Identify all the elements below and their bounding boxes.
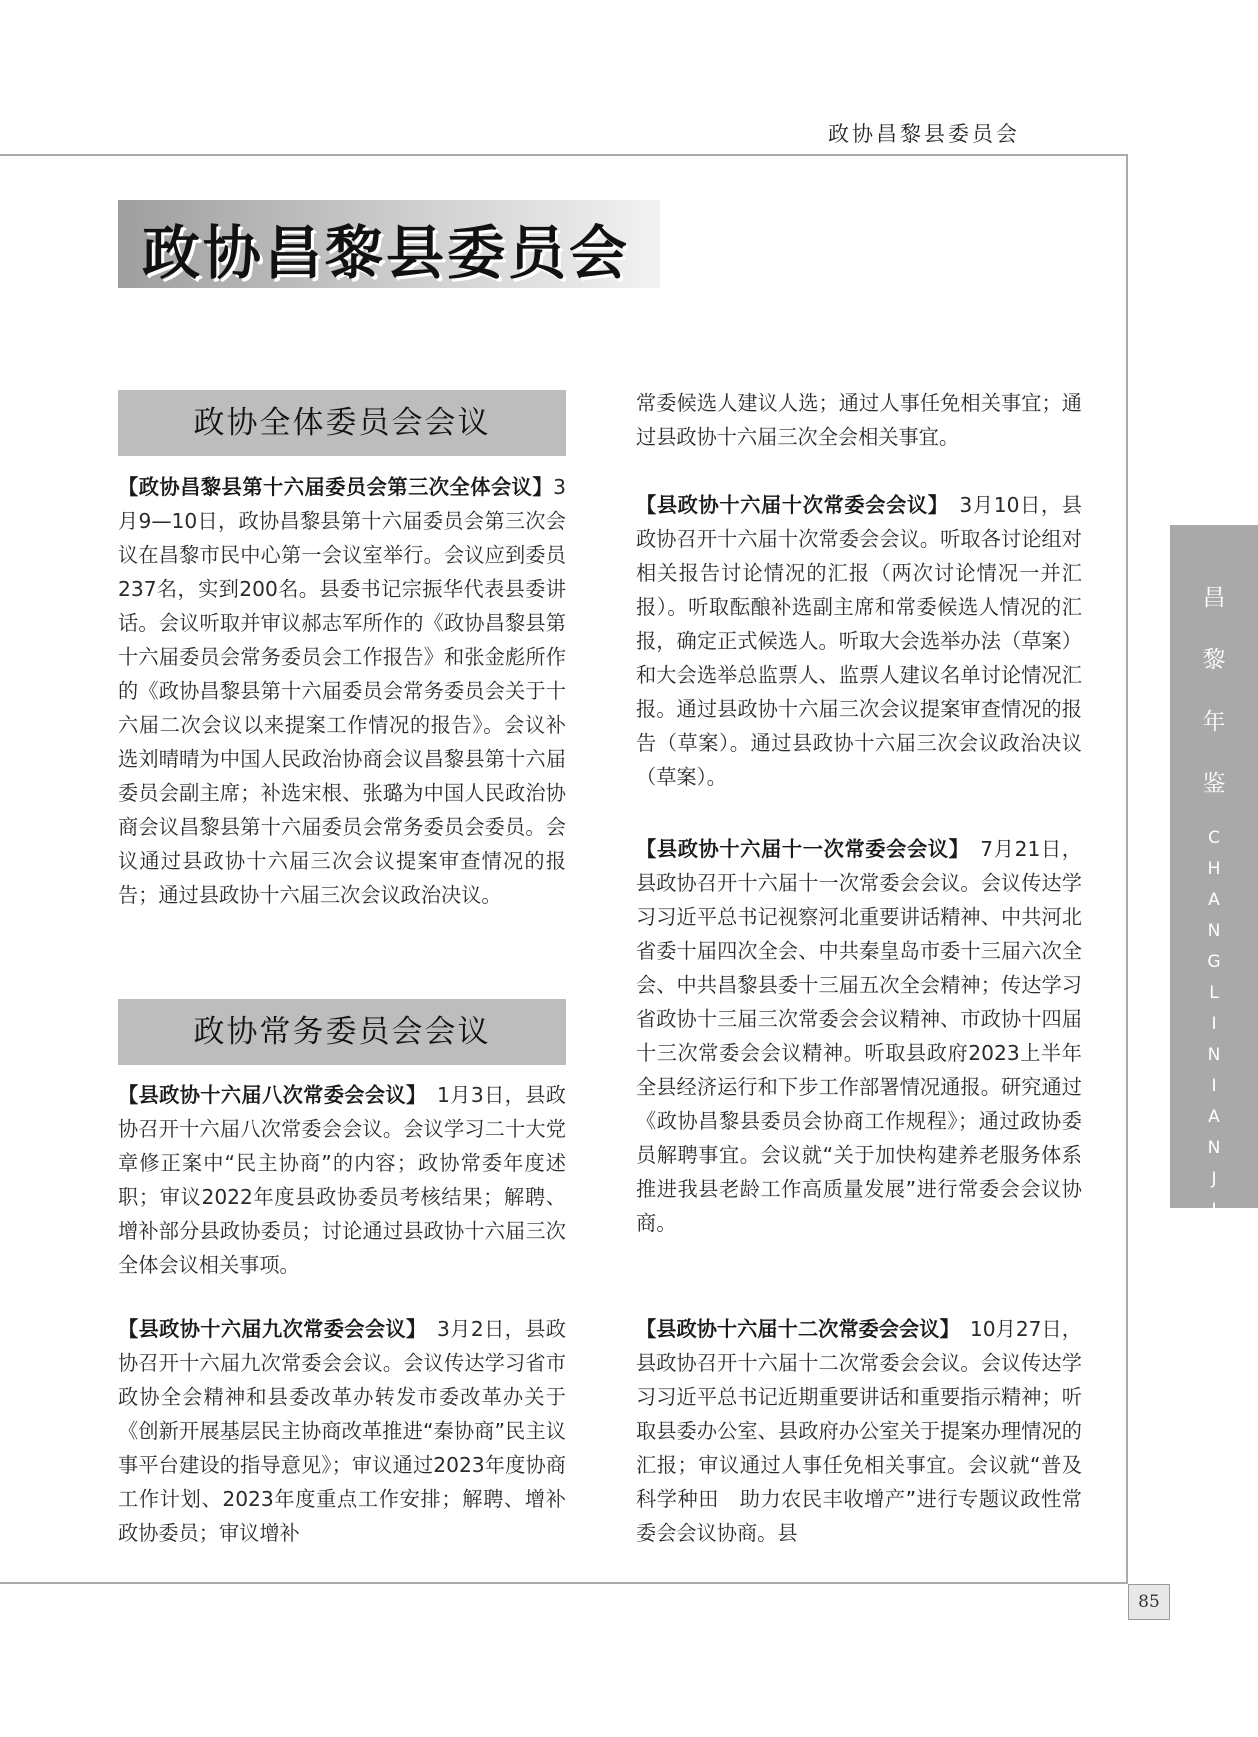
- entry-standing-9-continued: [636, 386, 1082, 454]
- entry-standing-8: [118, 1078, 566, 1282]
- entry-text: 县政协召开十六届十二次常委会会议。会议传达学习习近平总书记近期重要讲话和重要指示精神；听取县委办公室、县政府办公室关于提案办理情况的汇报；审议通过人事任免相关事宜。会议就“普及科学种田 助力农民丰收增产”进行专题议政性常委会会议协商。县: [636, 1351, 1082, 1545]
- entry-plenary-third: [118, 470, 566, 912]
- entry-title: 【县政协十六届九次常委会会议】: [118, 1317, 417, 1341]
- entry-title: 【县政协十六届十一次常委会会议】: [636, 837, 960, 861]
- side-tab-letter: H: [1207, 859, 1221, 879]
- side-tab-letter: N: [1207, 1138, 1221, 1158]
- entry-text: 县政协召开十六届九次常委会会议。会议传达学习省市政协全会精神和县委改革办转发市委改革办关于《创新开展基层民主协商改革推进“秦协商”民主议事平台建设的指导意见》；审议通过2023年度协商工作计划、2023年度重点工作安排；解聘、增补政协委员；审议增补: [118, 1317, 566, 1545]
- entry-title: 【县政协十六届十二次常委会会议】: [636, 1317, 950, 1341]
- section-heading-standing: 政协常务委员会会议: [118, 999, 566, 1065]
- side-tab-letter: J: [1211, 1169, 1217, 1189]
- entry-date: 1月3日，: [437, 1083, 526, 1107]
- side-tab-letter: A: [1208, 1231, 1220, 1251]
- header-rule: [0, 154, 1128, 156]
- right-frame-rule: [1126, 154, 1128, 1584]
- running-header: 政协昌黎县委员会: [828, 122, 1020, 146]
- side-tab-letter: I: [1211, 1200, 1217, 1220]
- side-tab-latin: [1207, 823, 1220, 1288]
- entry-date: 3月10日，: [959, 493, 1062, 517]
- side-tab-char: 黎: [1202, 647, 1226, 673]
- entry-date: 7月21日，: [980, 837, 1082, 861]
- side-tab-char: 年: [1202, 709, 1226, 735]
- entry-standing-10: [636, 488, 1082, 794]
- side-tab-char: 鉴: [1202, 771, 1226, 797]
- side-tab-letter: C: [1208, 828, 1220, 848]
- entry-date: 3月2日，: [437, 1317, 526, 1341]
- page-title: 政协昌黎县委员会: [142, 219, 631, 287]
- entry-text: 常委候选人建议人选；通过人事任免相关事宜；通过县政协十六届三次全会相关事宜。: [636, 391, 1082, 449]
- entry-standing-11: [636, 832, 1082, 1240]
- entry-text: 县政协召开十六届八次常委会会议。会议学习二十大党章修正案中“民主协商”的内容；政协常委年度述职；审议2022年度县政协委员考核结果；解聘、增补部分县政协委员；讨论通过县政协十六届三次全体会议相关事项。: [118, 1083, 566, 1277]
- entry-title: 【政协昌黎县第十六届委员会第三次全体会议】: [118, 475, 554, 499]
- footer-rule: [0, 1582, 1128, 1584]
- page-number: 85: [1128, 1584, 1170, 1620]
- side-tab-letter: G: [1207, 952, 1221, 972]
- entry-text: 3月9—10日，政协昌黎县第十六届委员会第三次会议在昌黎市民中心第一会议室举行。会议应到委员237名，实到200名。县委书记宗振华代表县委讲话。会议听取并审议郝志军所作的《政协昌黎县第十六届委员会常务委员会工作报告》和张金彪所作的《政协昌黎县第十六届委员会常务委员会关于十六届二次会议以来提案工作情况的报告》。会议补选刘晴晴为中国人民政治协商会议昌黎县第十六届委员会副主席；补选宋根、张璐为中国人民政治协商会议昌黎县第十六届委员会常务委员会委员。会议通过县政协十六届三次会议提案审查情况的报告；通过县政协十六届三次会议政治决议。: [118, 475, 566, 907]
- entry-title: 【县政协十六届八次常委会会议】: [118, 1083, 417, 1107]
- side-tab-chinese: [1203, 567, 1226, 815]
- side-tab: [1170, 525, 1258, 1282]
- side-tab-letter: N: [1207, 1262, 1221, 1282]
- side-tab-letter: A: [1208, 890, 1220, 910]
- side-tab-letter: N: [1207, 921, 1221, 941]
- side-tab-letter: L: [1209, 983, 1219, 1003]
- side-tab-letter: A: [1208, 1107, 1220, 1127]
- entry-standing-12: [636, 1312, 1082, 1550]
- side-tab-letter: I: [1211, 1014, 1217, 1034]
- side-tab-letter: I: [1211, 1076, 1217, 1096]
- entry-title: 【县政协十六届十次常委会会议】: [636, 493, 939, 517]
- entry-date: 10月27日，: [969, 1317, 1082, 1341]
- entry-text: 县政协召开十六届十次常委会会议。听取各讨论组对相关报告讨论情况的汇报（两次讨论情况一并汇报）。听取酝酿补选副主席和常委候选人情况的汇报，确定正式候选人。听取大会选举办法（草案）和大会选举总监票人、监票人建议名单讨论情况汇报。通过县政协十六届三次会议提案审查情况的报告（草案）。通过县政协十六届三次会议政治决议（草案）。: [636, 493, 1082, 789]
- entry-text: 县政协召开十六届十一次常委会会议。会议传达学习习近平总书记视察河北重要讲话精神、中共河北省委十届四次全会、中共秦皇岛市委十三届六次全会、中共昌黎县委十三届五次全会精神；传达学习省政协十三届三次常委会会议精神、市政协十四届十三次常委会会议精神。听取县政府2023上半年全县经济运行和下步工作部署情况通报。研究通过《政协昌黎县委员会协商工作规程》；通过政协委员解聘事宜。会议就“关于加快构建养老服务体系推进我县老龄工作高质量发展”进行常委会会议协商。: [636, 871, 1082, 1235]
- side-tab-char: 昌: [1202, 585, 1226, 611]
- side-tab-letter: N: [1207, 1045, 1221, 1065]
- entry-standing-9: [118, 1312, 566, 1550]
- section-heading-plenary: 政协全体委员会会议: [118, 390, 566, 456]
